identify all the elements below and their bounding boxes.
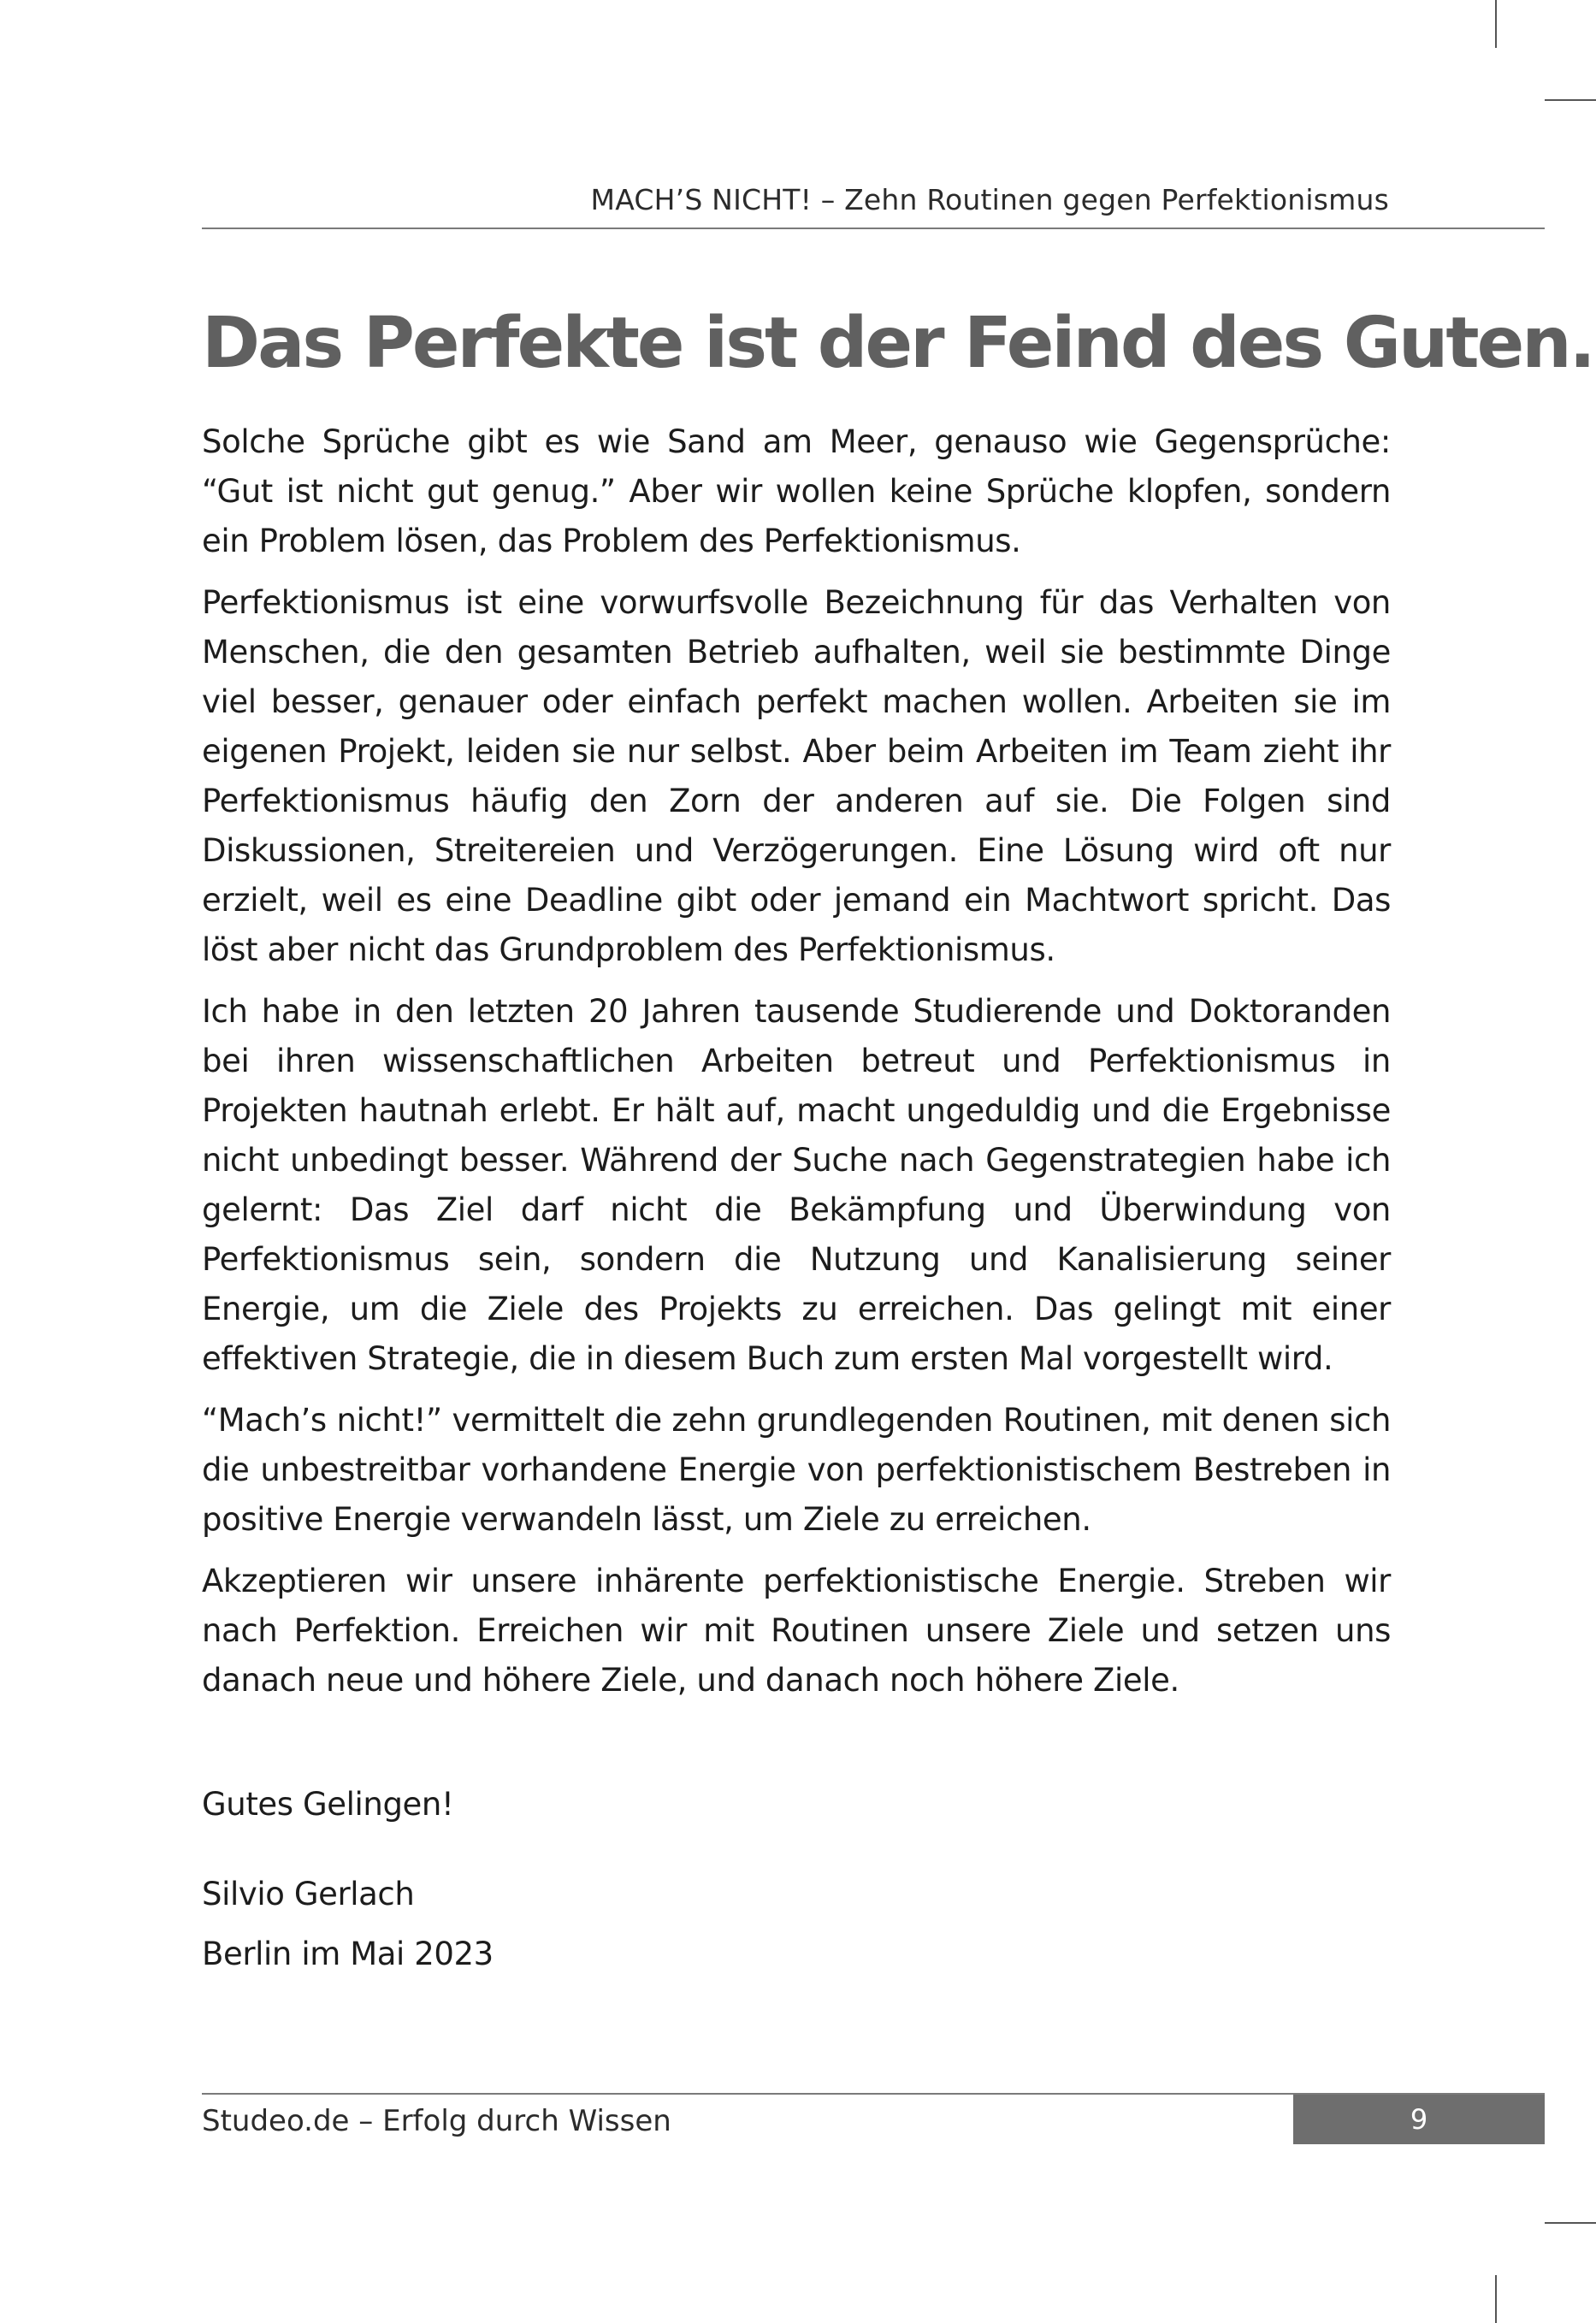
footer-text: Studeo.de – Erfolg durch Wissen [202, 2104, 671, 2138]
paragraph-4: “Mach’s nicht!” vermittelt die zehn grundlegenden Routinen, mit denen sich die unbestreitbar vorhandene Energie von perfektionistischem Bestreben in positive Energie verwandeln lässt, um Ziele zu erreichen. [202, 1402, 1391, 1538]
page-number: 9 [1293, 2095, 1545, 2144]
closing-place-date: Berlin im Mai 2023 [202, 1936, 494, 1972]
body-text [202, 417, 1391, 1717]
running-head: MACH’S NICHT! – Zehn Routinen gegen Perfektionismus [590, 183, 1389, 216]
crop-mark-bottom-right [1495, 2275, 1497, 2323]
page-title: Das Perfekte ist der Feind des Guten. [202, 303, 1593, 384]
paragraph-1: Solche Sprüche gibt es wie Sand am Meer, genauso wie Gegensprüche: “Gut ist nicht gut genug.” Aber wir wollen keine Sprüche klopfen, sondern ein Problem lösen, das Problem des Perfektionismus. [202, 423, 1391, 559]
paragraph-3: Ich habe in den letzten 20 Jahren tausende Studierende und Doktoranden bei ihren wissenschaftlichen Arbeiten betreut und Perfektionismus in Projekten hautnah erlebt. Er hält auf, macht ungeduldig und die Ergebnisse nicht unbedingt besser. Während der Suche nach Gegenstrategien habe ich gelernt: Das Ziel darf nicht die Bekämpfung und Überwindung von Perfektionismus sein, sondern die Nutzung und Kanalisierung seiner Energie, um die Ziele des Projekts zu erreichen. Das gelingt mit einer effektiven Strategie, die in diesem Buch zum ersten Mal vorgestellt wird. [202, 993, 1391, 1377]
paragraph-5: Akzeptieren wir unsere inhärente perfektionistische Energie. Streben wir nach Perfektion. Erreichen wir mit Routinen unsere Ziele und setzen uns danach neue und höhere Ziele, und danach noch höhere Ziele. [202, 1563, 1391, 1699]
header-rule [202, 228, 1545, 229]
crop-mark-top-right-horizontal [1545, 99, 1596, 101]
crop-mark-top-right [1495, 0, 1497, 48]
crop-mark-bottom-right-horizontal [1545, 2222, 1596, 2224]
paragraph-2: Perfektionismus ist eine vorwurfsvolle Bezeichnung für das Verhalten von Menschen, die den gesamten Betrieb aufhalten, weil sie bestimmte Dinge viel besser, genauer oder einfach perfekt machen wollen. Arbeiten sie im eigenen Projekt, leiden sie nur selbst. Aber beim Arbeiten im Team zieht ihr Perfektionismus häufig den Zorn der anderen auf sie. Die Folgen sind Diskussionen, Streitereien und Verzögerungen. Eine Lösung wird oft nur erzielt, weil es eine Deadline gibt oder jemand ein Machtwort spricht. Das löst aber nicht das Grundproblem des Perfektionismus. [202, 584, 1391, 968]
closing-author: Silvio Gerlach [202, 1876, 415, 1912]
closing-greeting: Gutes Gelingen! [202, 1786, 454, 1823]
